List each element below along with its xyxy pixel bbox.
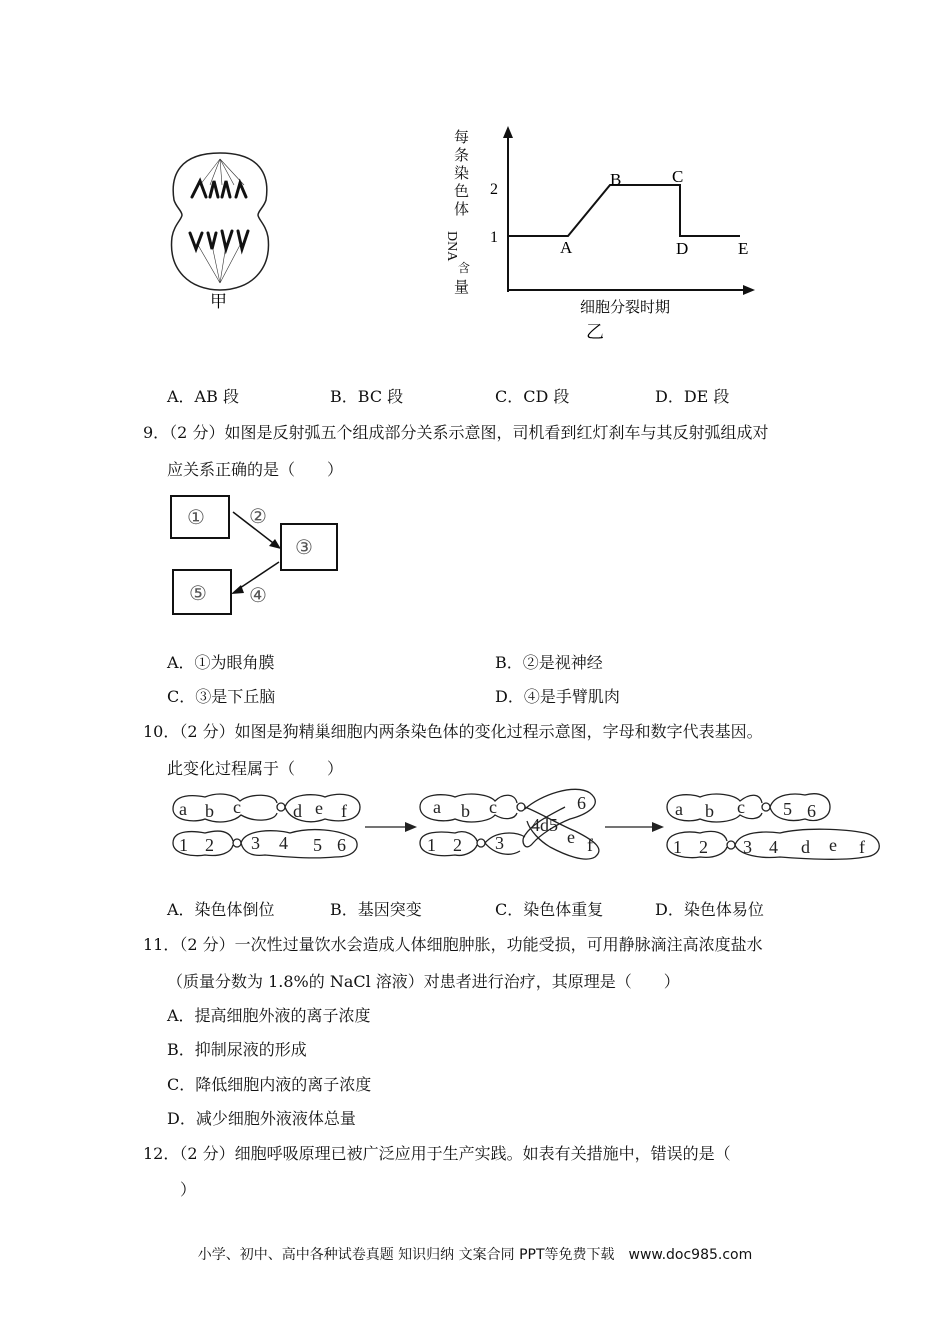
q10-option-a: A．染色体倒位 <box>167 900 275 919</box>
gene-label: e <box>567 827 575 847</box>
gene-label: 3 <box>251 833 260 853</box>
gene-label: 2 <box>453 835 462 855</box>
tick-2: 2 <box>490 181 498 198</box>
page-footer: 小学、初中、高中各种试卷真题 知识归纳 文案合同 PPT等免费下载 www.doc985.com <box>197 1247 753 1263</box>
x-axis-label: 细胞分裂时期 <box>580 300 671 316</box>
q9-option-b: B．②是视神经 <box>495 653 603 672</box>
q12-stem-line2: ） <box>180 1180 197 1199</box>
gene-label: 4 <box>279 833 288 853</box>
svg-text:染: 染 <box>454 166 470 182</box>
gene-label: a <box>675 799 683 819</box>
node-1: ① <box>187 507 205 529</box>
point-D: D <box>676 239 689 258</box>
q9-option-c: C．③是下丘脑 <box>167 687 276 706</box>
dna-content-graph <box>440 120 770 345</box>
gene-label: 2 <box>205 835 214 855</box>
gene-label: 1 <box>179 835 188 855</box>
gene-label: f <box>859 837 865 857</box>
gene-label: 4d5 <box>531 815 558 835</box>
graph-caption: 乙 <box>586 322 604 342</box>
gene-label: 1 <box>673 837 682 857</box>
cell-division-figure <box>160 145 280 315</box>
q9-stem-line2: 应关系正确的是（ ） <box>167 460 344 479</box>
gene-label: b <box>461 801 470 821</box>
q10-option-d: D．染色体易位 <box>655 900 764 919</box>
q9-option-d: D．④是手臂肌肉 <box>495 687 620 706</box>
q10-option-b: B．基因突变 <box>330 900 422 919</box>
gene-label: c <box>489 797 497 817</box>
gene-label: 2 <box>699 837 708 857</box>
gene-label: a <box>179 799 187 819</box>
node-4: ④ <box>249 585 267 607</box>
gene-label: 5 <box>313 835 322 855</box>
point-B: B <box>610 170 622 189</box>
gene-label: 6 <box>807 801 816 821</box>
svg-text:量: 量 <box>454 280 470 296</box>
node-5: ⑤ <box>189 583 207 605</box>
q11-option-a: A．提高细胞外液的离子浓度 <box>167 1006 371 1025</box>
svg-text:色: 色 <box>454 184 470 200</box>
svg-text:体: 体 <box>454 202 470 218</box>
gene-label: d <box>801 837 810 857</box>
gene-label: b <box>205 801 214 821</box>
gene-label: 6 <box>337 835 346 855</box>
q8-option-a: A．AB 段 <box>167 387 239 406</box>
gene-label: c <box>737 797 745 817</box>
gene-label: d <box>293 801 302 821</box>
chromosome-diagram <box>165 785 890 865</box>
q12-stem-line1: 12．（2 分）细胞呼吸原理已被广泛应用于生产实践。如表有关措施中，错误的是（ <box>143 1144 731 1163</box>
gene-label: b <box>705 801 714 821</box>
q8-option-c: C．CD 段 <box>495 387 570 406</box>
gene-label: c <box>233 797 241 817</box>
svg-text:每: 每 <box>454 130 470 146</box>
svg-text:DNA: DNA <box>444 231 459 262</box>
q11-option-d: D．减少细胞外液液体总量 <box>167 1109 356 1128</box>
gene-label: f <box>587 835 593 855</box>
tick-1: 1 <box>490 229 498 246</box>
q10-stem-line2: 此变化过程属于（ ） <box>167 759 344 778</box>
gene-label: 4 <box>769 837 778 857</box>
q10-stem-line1: 10．（2 分）如图是狗精巢细胞内两条染色体的变化过程示意图，字母和数字代表基因。 <box>143 722 763 741</box>
point-A: A <box>560 238 573 257</box>
q11-option-c: C．降低细胞内液的离子浓度 <box>167 1075 372 1094</box>
svg-text:条: 条 <box>454 148 470 164</box>
gene-label: e <box>829 835 837 855</box>
cell-label: 甲 <box>210 292 227 311</box>
gene-label: a <box>433 797 441 817</box>
gene-label: 3 <box>743 837 752 857</box>
gene-label: f <box>341 801 347 821</box>
reflex-arc-diagram <box>165 490 345 620</box>
q11-option-b: B．抑制尿液的形成 <box>167 1040 307 1059</box>
node-3: ③ <box>295 537 313 559</box>
q9-stem-line1: 9．（2 分）如图是反射弧五个组成部分关系示意图，司机看到红灯刹车与其反射弧组成对 <box>143 423 769 442</box>
node-2: ② <box>249 506 267 528</box>
point-E: E <box>738 239 749 258</box>
gene-label: 5 <box>783 799 792 819</box>
gene-label: 6 <box>577 793 586 813</box>
point-C: C <box>672 167 684 186</box>
gene-label: e <box>315 798 323 818</box>
gene-label: 1 <box>427 835 436 855</box>
q8-option-b: B．BC 段 <box>330 387 404 406</box>
q9-option-a: A．①为眼角膜 <box>167 653 275 672</box>
q10-option-c: C．染色体重复 <box>495 900 604 919</box>
svg-text:含: 含 <box>458 261 471 275</box>
q11-stem-line2: （质量分数为 1.8%的 NaCl 溶液）对患者进行治疗，其原理是（ ） <box>167 972 680 991</box>
gene-label: 3 <box>495 833 504 853</box>
q8-option-d: D．DE 段 <box>655 387 730 406</box>
q11-stem-line1: 11．（2 分）一次性过量饮水会造成人体细胞肿胀，功能受损，可用静脉滴注高浓度盐水 <box>143 935 763 954</box>
